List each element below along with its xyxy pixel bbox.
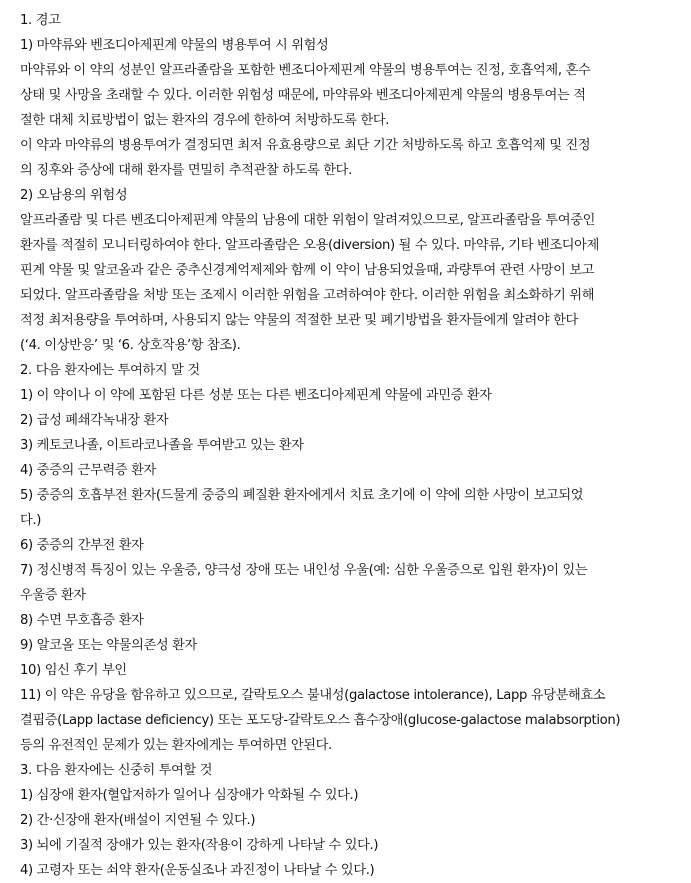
list-item-continuation: 결핍증(Lapp lactase deficiency) 또는 포도당-갈락토오스 흡수장애(glucose-galactose malabsorption) (20, 713, 621, 728)
list-item-continuation: 다.) (20, 513, 42, 528)
list-item: 5) 중증의 호흡부전 환자(드물게 중증의 폐질환 환자에게서 치료 초기에 이 약에 의한 사망이 보고되었 (20, 488, 584, 503)
list-item: 3) 뇌에 기질적 장애가 있는 환자(작용이 강하게 나타날 수 있다.) (20, 838, 379, 853)
subsection-heading: 1) 마약류와 벤조디아제핀계 약물의 병용투여 시 위험성 (20, 38, 329, 53)
subsection-heading: 2) 오남용의 위험성 (20, 188, 128, 203)
list-item: 7) 정신병적 특징이 있는 우울증, 양극성 장애 또는 내인성 우울(예: 심한 우울증으로 입원 환자)이 있는 (20, 563, 588, 578)
paragraph-line: (‘4. 이상반응’ 및 ‘6. 상호작용’항 참조). (20, 338, 241, 353)
list-item: 4) 고령자 또는 쇠약 환자(운동실조나 과진정이 나타날 수 있다.) (20, 863, 375, 878)
section-heading: 2. 다음 환자에는 투여하지 말 것 (20, 363, 200, 378)
list-item: 9) 알코올 또는 약물의존성 환자 (20, 638, 197, 653)
list-item: 1) 심장애 환자(혈압저하가 일어나 심장애가 악화될 수 있다.) (20, 788, 359, 803)
paragraph-line: 알프라졸람 및 다른 벤조디아제핀계 약물의 남용에 대한 위험이 알려져있으므로, 알프라졸람을 투여중인 (20, 213, 595, 228)
list-item: 4) 중증의 근무력증 환자 (20, 463, 156, 478)
list-item: 2) 간·신장애 환자(배설이 지연될 수 있다.) (20, 813, 256, 828)
paragraph-line: 환자를 적절히 모니터링하여야 한다. 알프라졸람은 오용(diversion) 될 수 있다. 마약류, 기타 벤조디아제 (20, 238, 599, 253)
paragraph-line: 의 징후와 증상에 대해 환자를 면밀히 추적관찰 하도록 한다. (20, 163, 352, 178)
list-item: 3) 케토코나졸, 이트라코나졸을 투여받고 있는 환자 (20, 438, 304, 453)
paragraph-line: 상태 및 사망을 초래할 수 있다. 이러한 위험성 때문에, 마약류와 벤조디아제핀계 약물의 병용투여는 적 (20, 88, 586, 103)
paragraph-line: 핀계 약물 및 알코올과 같은 중추신경계억제제와 함께 이 약이 남용되었을때, 과량투여 관련 사망이 보고 (20, 263, 595, 278)
list-item: 1) 이 약이나 이 약에 포함된 다른 성분 또는 다른 벤조디아제핀계 약물에 과민증 환자 (20, 388, 492, 403)
paragraph-line: 되었다. 알프라졸람을 처방 또는 조제시 이러한 위험을 고려하여야 한다. 이러한 위험을 최소화하기 위해 (20, 288, 595, 303)
paragraph-line: 마약류와 이 약의 성분인 알프라졸람을 포함한 벤조디아제핀계 약물의 병용투여는 진정, 호흡억제, 혼수 (20, 63, 591, 78)
paragraph-line: 적정 최저용량을 투여하며, 사용되지 않는 약물의 적절한 보관 및 폐기방법을 환자들에게 알려야 한다 (20, 313, 578, 328)
list-item-continuation: 우울증 환자 (20, 588, 86, 603)
list-item: 11) 이 약은 유당을 함유하고 있으므로, 갈락토오스 불내성(galactose intolerance), Lapp 유당분해효소 (20, 688, 606, 703)
list-item-continuation: 등의 유전적인 문제가 있는 환자에게는 투여하면 안된다. (20, 738, 332, 753)
section-heading: 3. 다음 환자에는 신중히 투여할 것 (20, 763, 213, 778)
list-item: 2) 급성 폐쇄각녹내장 환자 (20, 413, 169, 428)
list-item: 10) 임신 후기 부인 (20, 663, 127, 678)
paragraph-line: 이 약과 마약류의 병용투여가 결정되면 최저 유효용량으로 최단 기간 처방하도록 하고 호흡억제 및 진정 (20, 138, 591, 153)
list-item: 8) 수면 무호흡증 환자 (20, 613, 144, 628)
section-heading: 1. 경고 (20, 13, 61, 28)
paragraph-line: 절한 대체 치료방법이 없는 환자의 경우에 한하여 처방하도록 한다. (20, 113, 390, 128)
list-item: 6) 중증의 간부전 환자 (20, 538, 144, 553)
